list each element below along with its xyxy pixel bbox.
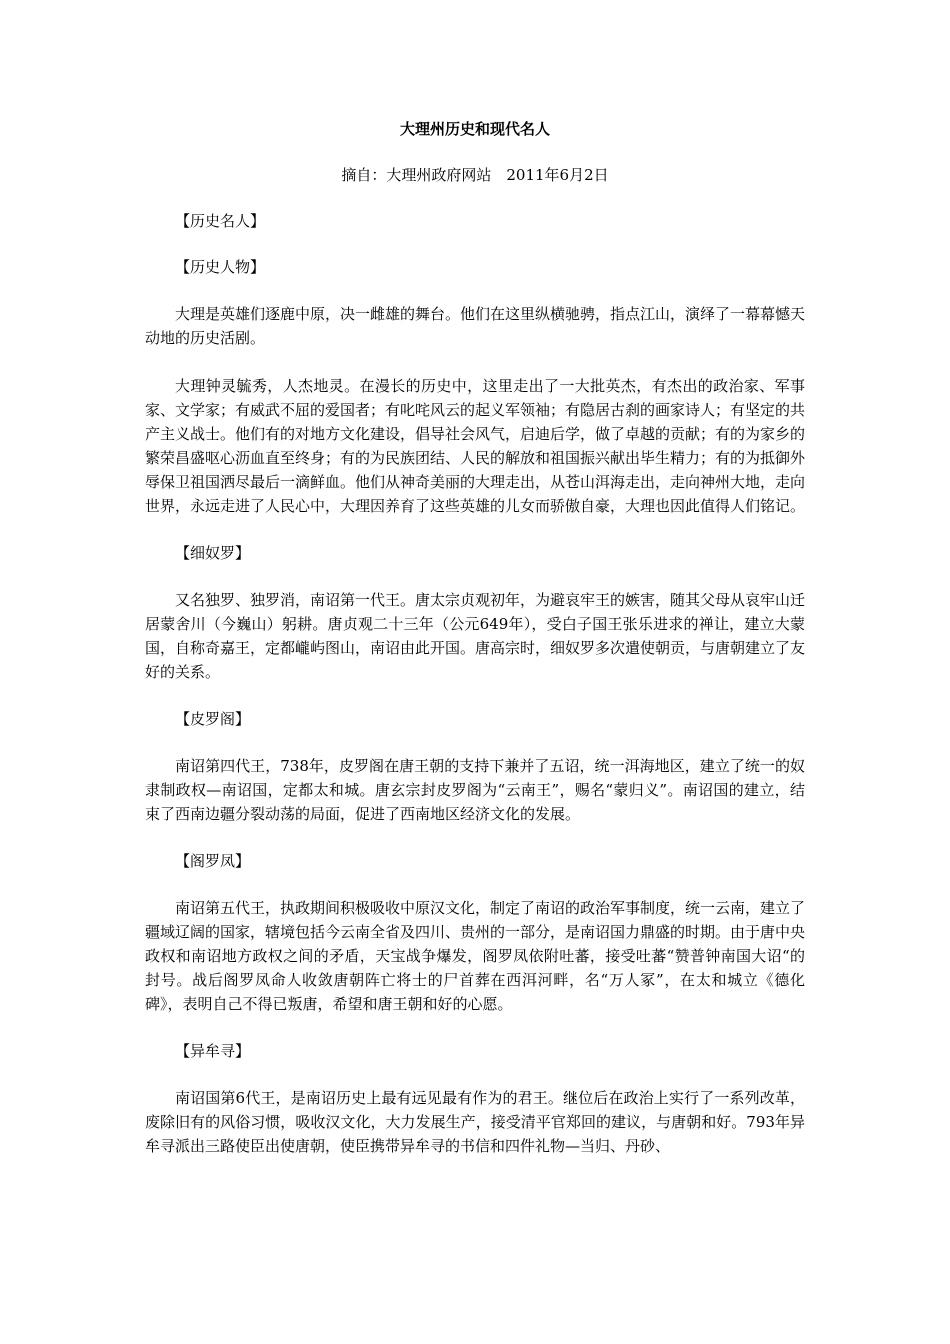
paragraph-piluoge: 南诏第四代王，738年，皮罗阁在唐王朝的支持下兼并了五诏，统一洱海地区，建立了统一的奴隶制政权—南诏国，定都太和城。唐玄宗封皮罗阁为“云南王”，赐名“蒙归义”。南诏国的建立，结束了西南边疆分裂动荡的局面，促进了西南地区经济文化的发展。 xyxy=(145,757,805,823)
document-source-line: 摘自：大理州政府网站 2011年6月2日 xyxy=(341,166,609,184)
section-heading-piluoge: 【皮罗阁】 xyxy=(175,710,251,728)
paragraph-xinuluo: 又名独罗、独罗消，南诏第一代王。唐太宗贞观初年，为避哀牢王的嫉害，随其父母从哀牢山迁居蒙舍川（今巍山）躬耕。唐贞观二十三年（公元649年），受白子国王张乐进求的禅让，建立大蒙国，自称奇嘉王，定都巄屿图山，南诏由此开国。唐高宗时，细奴罗多次遣使朝贡，与唐朝建立了友好的关系。 xyxy=(145,591,806,681)
section-heading-historical-celebrities: 【历史名人】 xyxy=(175,212,266,230)
section-heading-historical-figures: 【历史人物】 xyxy=(175,258,266,276)
document-title: 大理州历史和现代名人 xyxy=(399,120,550,138)
section-heading-geluofeng: 【阁罗凤】 xyxy=(175,852,251,870)
paragraph-intro-heroes: 大理钟灵毓秀，人杰地灵。在漫长的历史中，这里走出了一大批英杰，有杰出的政治家、军事家、文学家；有威武不屈的爱国者；有叱咤风云的起义军领袖；有隐居古刹的画家诗人；有坚定的共产主义战士。他们有的对地方文化建设，倡导社会风气，启迪后学，做了卓越的贡献；有的为家乡的繁荣昌盛呕心沥血直至终身；有的为民族团结、人民的解放和祖国振兴献出毕生精力；有的为抵御外辱保卫祖国洒尽最后一滴鲜血。他们从神奇美丽的大理走出，从苍山洱海走出，走向神州大地，走向世界，永远走进了人民心中，大理因养育了这些英雄的儿女而骄傲自豪，大理也因此值得人们铭记。 xyxy=(145,377,806,515)
document-page xyxy=(145,118,805,1182)
paragraph-intro-stage: 大理是英雄们逐鹿中原，决一雌雄的舞台。他们在这里纵横驰骋，指点江山，演绎了一幕幕憾天动地的历史活剧。 xyxy=(145,305,806,347)
section-heading-xinuluo: 【细奴罗】 xyxy=(175,544,251,562)
paragraph-geluofeng: 南诏第五代王，执政期间积极吸收中原汉文化，制定了南诏的政治军事制度，统一云南，建立了疆域辽阔的国家，辖境包括今云南全省及四川、贵州的一部分，是南诏国力鼎盛的时期。由于唐中央政权和南诏地方政权之间的矛盾，天宝战争爆发，阁罗凤依附吐蕃，接受吐蕃“赞普钟南国大诏“的封号。战后阁罗凤命人收敛唐朝阵亡将士的尸首葬在西洱河畔，名“万人冢”，在太和城立《德化碑》，表明自己不得已叛唐，希望和唐王朝和好的心愿。 xyxy=(145,899,806,1013)
paragraph-yimouxun: 南诏国第6代王，是南诏历史上最有远见最有作为的君王。继位后在政治上实行了一系列改革，废除旧有的风俗习惯，吸收汉文化，大力发展生产，接受清平官郑回的建议，与唐朝和好。793年异牟寻派出三路使臣出使唐朝，使臣携带异牟寻的书信和四件礼物—当归、丹砂、 xyxy=(145,1089,805,1155)
section-heading-yimouxun: 【异牟寻】 xyxy=(175,1042,251,1060)
